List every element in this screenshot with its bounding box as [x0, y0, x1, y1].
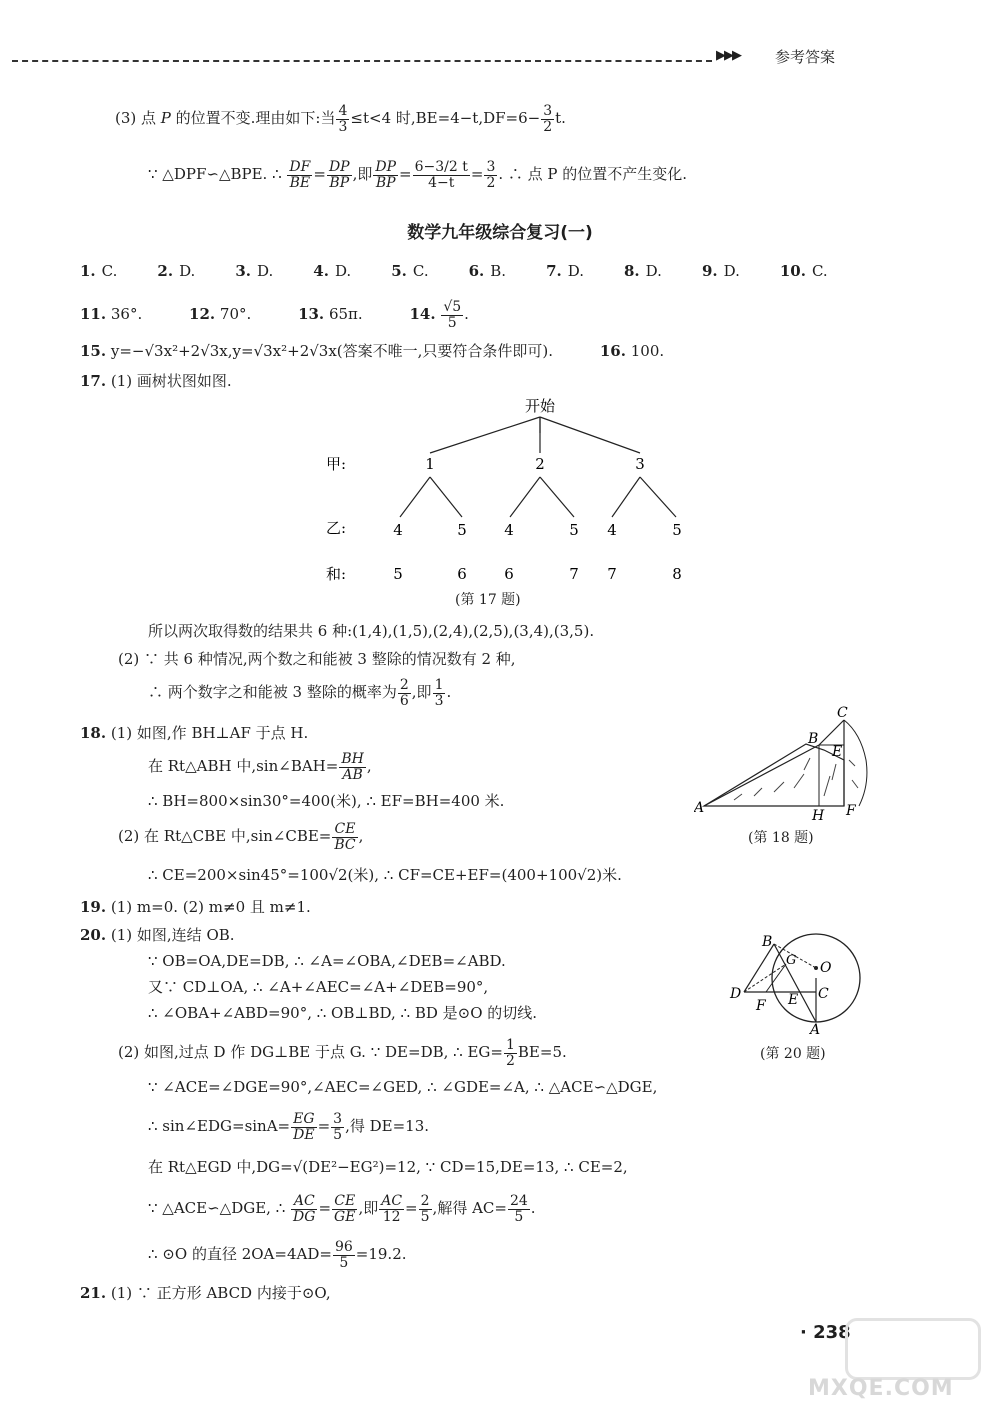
q19-line: 19. (1) m=0. (2) m≠0 且 m≠1. [80, 898, 311, 916]
fig20-label-O: O [820, 960, 832, 976]
q20-figure [726, 930, 866, 1035]
q20-line-9: ∵ △ACE∽△DGE, ∴ $\frac{AC}{DG}$ = $\frac{CE}{GE}$ ,即 $\frac{AC}{12}$ = $\frac{2}{5}$ ,解得 AC= $\frac{24}{5}$ . [148, 1193, 536, 1225]
q15-line: 15. y=−√3x²+2√3x,y=√3x²+2√3x(答案不唯一,只要符合条件即可). 16. 100. [80, 342, 665, 360]
mc-answer: D. [645, 262, 662, 280]
q20-line-6: ∵ ∠ACE=∠DGE=90°,∠AEC=∠GED, ∴ ∠GDE=∠A, ∴ △ACE∽△DGE, [148, 1078, 658, 1096]
fig18-label-H: H [812, 808, 825, 824]
fig18-label-B: B [808, 731, 819, 747]
fig18-label-C: C [837, 705, 848, 721]
fig20-label-B: B [762, 934, 773, 950]
q18-line-3: ∴ BH=800×sin30°=400(米), ∴ EF=BH=400 米. [148, 792, 505, 810]
fig18-label-A: A [694, 800, 705, 816]
q18-line-2: 在 Rt△ABH 中,sin∠BAH= $\frac{BH}{AB}$ , [148, 751, 372, 783]
fig18-label-E: E [832, 744, 843, 760]
watermark-logo [845, 1318, 981, 1380]
fig20-label-G: G [786, 953, 797, 968]
mc-number: 2. [157, 262, 174, 280]
mc-number: 8. [624, 262, 640, 280]
tree-sum-2: 6 [457, 565, 467, 583]
q18-line-5: ∴ CE=200×sin45°=100√2(米), ∴ CF=CE+EF=(400+100√2)米. [148, 866, 622, 884]
mc-answer: D. [257, 262, 274, 280]
mc-answer: C. [412, 262, 429, 280]
mc-answer: D. [567, 262, 584, 280]
mc-number: 3. [235, 262, 251, 280]
tree-sum-3: 6 [504, 565, 514, 583]
q18-figure [694, 700, 874, 825]
mc-answer: C. [811, 262, 828, 280]
mc-number: 5. [391, 262, 407, 280]
intro-line-2: ∵ △DPF∽△BPE. ∴ $\frac{DF}{BE}$ = $\frac{DP}{BP}$ ,即 $\frac{DP}{BP}$ = $\frac{6-3/2 t}{4-t}$ = $\frac{3}{2}$ . ∴ 点 P 的位置不产生变化. [148, 159, 688, 191]
tree-node-3: 3 [635, 455, 645, 473]
q18-line-1: 18. (1) 如图,作 BH⊥AF 于点 H. [80, 724, 309, 742]
q17-line-3: (2) ∵ 共 6 种情况,两个数之和能被 3 整除的情况数有 2 种, [118, 650, 516, 668]
q20-caption: (第 20 题) [760, 1046, 826, 1062]
intro-line-1: (3) 点 P 的位置不变.理由如下:当 $\frac{4}{3}$ ≤t<4 时,BE=4−t,DF=6− $\frac{3}{2}$ t. [115, 103, 566, 135]
mc-number: 4. [313, 262, 329, 280]
tree-row-label-jia: 甲: [326, 455, 347, 473]
q20-line-5: (2) 如图,过点 D 作 DG⊥BE 于点 G. ∵ DE=DB, ∴ EG= $\frac{1}{2}$ BE=5. [118, 1037, 567, 1069]
q17-line-1: 17. (1) 画树状图如图. [80, 372, 232, 390]
tree-leaf-4: 5 [569, 521, 579, 539]
page-number: · 238 [800, 1322, 851, 1343]
q20-line-10: ∴ ⊙O 的直径 2OA=4AD= $\frac{96}{5}$ =19.2. [148, 1239, 407, 1271]
mc-answer: D. [723, 262, 740, 280]
header-rule [12, 60, 712, 62]
tree-node-2: 2 [535, 455, 545, 473]
q17-line-4: ∴ 两个数字之和能被 3 整除的概率为 $\frac{2}{6}$ ,即 $\frac{1}{3}$ . [148, 677, 452, 709]
tree-leaf-5: 4 [607, 521, 617, 539]
q17-line-2: 所以两次取得数的结果共 6 种:(1,4),(1,5),(2,4),(2,5),(3,4),(3,5). [148, 622, 595, 640]
tree-node-1: 1 [425, 455, 435, 473]
tree-sum-5: 7 [607, 565, 617, 583]
mc-number: 9. [701, 262, 718, 280]
q18-caption: (第 18 题) [748, 830, 814, 846]
fig20-label-C: C [818, 986, 829, 1002]
tree-leaf-6: 5 [672, 521, 682, 539]
tree-sum-1: 5 [393, 565, 403, 583]
q20-line-4: ∴ ∠OBA+∠ABD=90°, ∴ OB⊥BD, ∴ BD 是⊙O 的切线. [148, 1004, 538, 1022]
q18-line-4: (2) 在 Rt△CBE 中,sin∠CBE= $\frac{CE}{BC}$ , [118, 821, 364, 853]
q21-line: 21. (1) ∵ 正方形 ABCD 内接于⊙O, [80, 1284, 331, 1302]
fill-answers: 11. 36°. 12. 70°. 13. 65π. 14. $\frac{√5}{5}$ . [80, 299, 469, 331]
mc-answer: D. [179, 262, 196, 280]
tree-sum-4: 7 [569, 565, 579, 583]
watermark-text: MXQE.COM [808, 1376, 954, 1401]
mc-number: 1. [80, 262, 96, 280]
header-arrows-icon: ▶▶▶ [716, 48, 740, 63]
mc-answer: D. [334, 262, 352, 280]
q20-line-8: 在 Rt△EGD 中,DG=√(DE²−EG²)=12, ∵ CD=15,DE=13, ∴ CE=2, [148, 1158, 628, 1176]
tree-leaf-1: 4 [393, 521, 403, 539]
mc-answers [80, 262, 828, 280]
fig20-label-F: F [756, 998, 766, 1014]
mc-number: 6. [468, 262, 485, 280]
tree-root: 开始 [524, 397, 556, 415]
tree-sum-6: 8 [672, 565, 682, 583]
fig18-label-F: F [846, 803, 856, 819]
mc-number: 10. [779, 262, 806, 280]
tree-leaf-2: 5 [457, 521, 467, 539]
fig20-label-A: A [810, 1022, 821, 1035]
tree-row-label-yi: 乙: [326, 519, 347, 537]
mc-answer: B. [490, 262, 507, 280]
mc-answer: C. [101, 262, 118, 280]
tree-leaf-3: 4 [504, 521, 514, 539]
fig20-label-D: D [730, 986, 742, 1002]
header-title: 参考答案 [775, 48, 836, 66]
tree-row-label-he: 和: [326, 565, 347, 583]
q17-caption: (第 17 题) [455, 592, 521, 608]
q20-line-7: ∴ sin∠EDG=sinA= $\frac{EG}{DE}$ = $\frac{3}{5}$ ,得 DE=13. [148, 1111, 430, 1143]
q20-line-3: 又∵ CD⊥OA, ∴ ∠A+∠AEC=∠A+∠DEB=90°, [148, 978, 489, 996]
mc-number: 7. [546, 262, 562, 280]
section-title: 数学九年级综合复习(一) [407, 223, 593, 243]
q20-line-1: 20. (1) 如图,连结 OB. [80, 926, 235, 944]
fig20-label-E: E [788, 992, 799, 1008]
q17-tree-diagram [320, 395, 720, 605]
q20-line-2: ∵ OB=OA,DE=DB, ∴ ∠A=∠OBA,∠DEB=∠ABD. [148, 952, 506, 970]
